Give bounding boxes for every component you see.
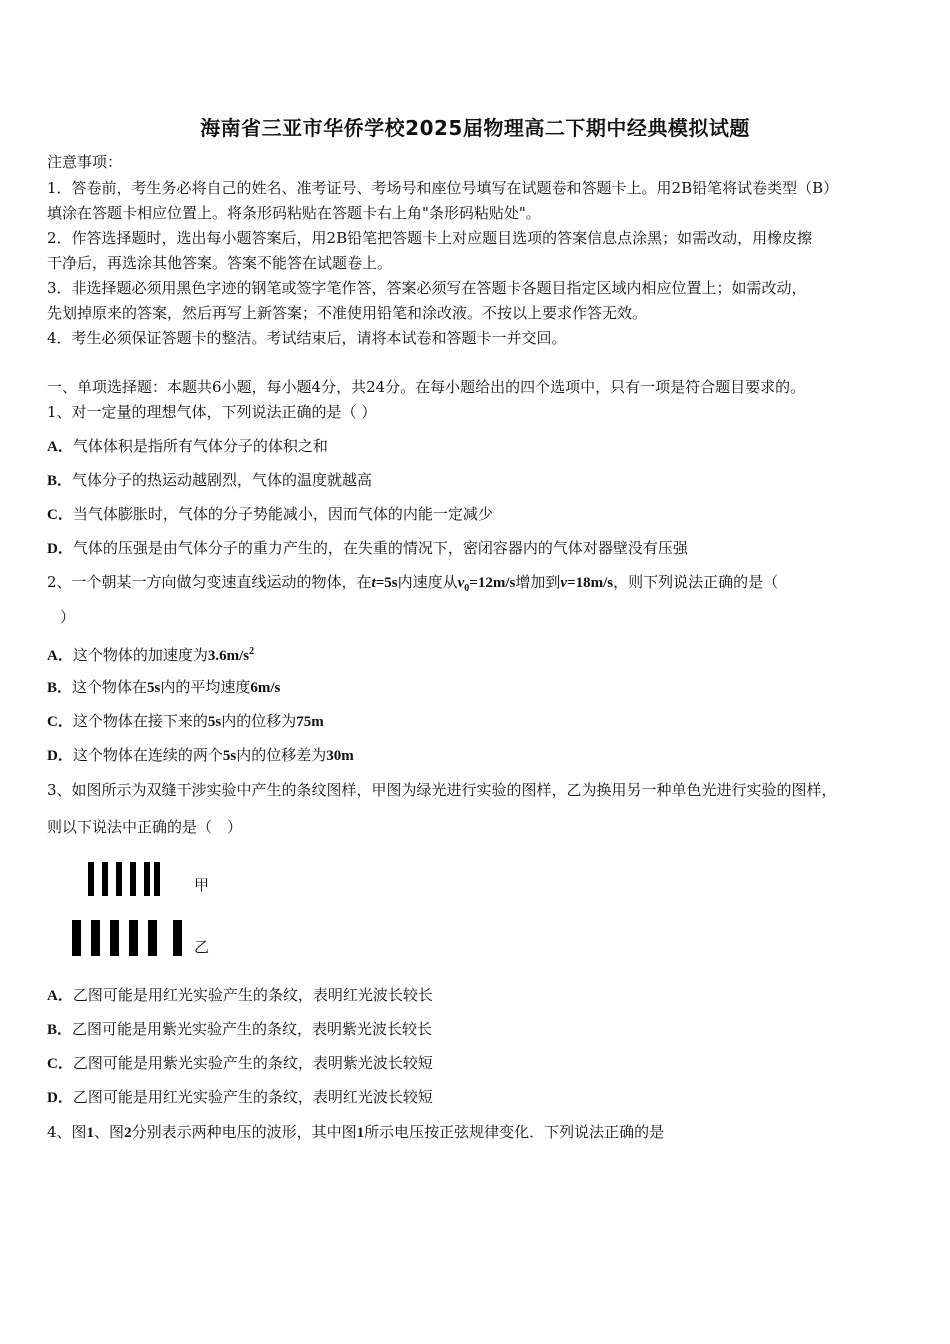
- option-text: 这个物体在连续的两个: [72, 746, 223, 764]
- q1-option-a: [47, 436, 328, 457]
- fringe-bottom-5: [148, 920, 157, 956]
- fringe-bottom-2: [91, 920, 100, 956]
- option-value: 5s: [207, 714, 222, 730]
- q4-stem: [47, 1122, 664, 1143]
- option-letter: B．: [47, 473, 73, 489]
- q3-option-d: [47, 1087, 433, 1108]
- notice-line-2: 填涂在答题卡相应位置上。将条形码粘贴在答题卡右上角"条形码粘贴处"。: [47, 204, 541, 222]
- q2-option-a: [47, 642, 254, 666]
- fringe-top-4: [130, 862, 136, 896]
- option-value: 30m: [326, 748, 354, 764]
- option-text: 内的位移为: [221, 712, 297, 730]
- option-text: 这个物体在: [72, 678, 148, 696]
- fringe-bottom-6: [173, 920, 182, 956]
- q3-option-a: [47, 985, 433, 1006]
- fringe-top-5: [144, 862, 150, 896]
- section-heading: 一、单项选择题：本题共6小题，每小题4分，共24分。在每小题给出的四个选项中，只有一项是符合题目要求的。: [47, 378, 806, 396]
- option-letter: C．: [47, 1056, 73, 1072]
- option-text: 乙图可能是用红光实验产生的条纹，表明红光波长较短: [72, 1088, 433, 1106]
- q2-stem-part: 2、一个朝某一方向做匀变速直线运动的物体，在: [47, 573, 372, 591]
- option-value: 3.6m/s: [207, 648, 250, 664]
- option-letter: A．: [47, 648, 73, 664]
- option-text: 乙图可能是用紫光实验产生的条纹，表明紫光波长较短: [72, 1054, 433, 1072]
- notice-line-6: 先划掉原来的答案，然后再写上新答案；不准使用铅笔和涂改液。不按以上要求作答无效。: [47, 304, 648, 322]
- option-text: 内的平均速度: [160, 678, 251, 696]
- option-value: 5s: [147, 680, 161, 696]
- q2-stem-close: ）: [60, 608, 76, 626]
- option-text: 这个物体的加速度为: [72, 646, 208, 664]
- notice-line-1: 1．答卷前，考生务必将自己的姓名、准考证号、考场号和座位号填写在试题卷和答题卡上。用2B铅笔将试卷类型（B）: [47, 179, 839, 197]
- q4-stem-part: 、图: [94, 1123, 125, 1141]
- q2-val-v0: =12m/s: [469, 575, 516, 591]
- fringe-top-3: [116, 862, 122, 896]
- q2-var-v: v: [560, 575, 568, 591]
- option-text: 气体的压强是由气体分子的重力产生的，在失重的情况下，密闭容器内的气体对器壁没有压强: [72, 539, 688, 557]
- q1-stem: 1、对一定量的理想气体，下列说法正确的是（ ）: [47, 403, 377, 421]
- option-sup: 2: [249, 646, 255, 657]
- q2-var-v0-sub: 0: [464, 583, 470, 594]
- fringe-top-6: [154, 862, 160, 896]
- option-letter: B．: [47, 1022, 73, 1038]
- fringe-top-2: [102, 862, 108, 896]
- q2-option-d: [47, 745, 354, 766]
- option-text: 这个物体在接下来的: [72, 712, 208, 730]
- interference-figure: [72, 858, 222, 958]
- q2-stem-part: 内速度从: [397, 573, 458, 591]
- q1-option-d: [47, 538, 688, 559]
- q2-stem-part: ，则下列说法正确的是（: [613, 573, 779, 591]
- option-value: 75m: [296, 714, 324, 730]
- option-value: 6m/s: [250, 680, 281, 696]
- fringe-bottom-1: [72, 920, 81, 956]
- q4-fig-number: 1: [356, 1125, 365, 1141]
- option-text: 气体体积是指所有气体分子的体积之和: [72, 437, 328, 455]
- option-letter: D．: [47, 541, 73, 557]
- q2-var-t: t: [371, 575, 376, 591]
- q2-var-v0: v: [457, 575, 465, 591]
- notice-heading: 注意事项：: [47, 153, 123, 171]
- option-text: 乙图可能是用红光实验产生的条纹，表明红光波长较长: [72, 986, 433, 1004]
- notice-line-7: 4．考生必须保证答题卡的整洁。考试结束后，请将本试卷和答题卡一并交回。: [47, 329, 567, 347]
- q4-fig-number: 1: [86, 1125, 95, 1141]
- option-letter: D．: [47, 748, 73, 764]
- option-letter: C．: [47, 714, 73, 730]
- q3-option-c: [47, 1053, 433, 1074]
- fringe-bottom-3: [110, 920, 119, 956]
- fringe-top-1: [88, 862, 94, 896]
- notice-line-3: 2．作答选择题时，选出每小题答案后，用2B铅笔把答题卡上对应题目选项的答案信息点涂黑；如需改动，用橡皮擦: [47, 229, 813, 247]
- q2-stem-part: 增加到: [515, 573, 561, 591]
- option-letter: B．: [47, 680, 73, 696]
- notice-line-5: 3．非选择题必须用黑色字迹的钢笔或签字笔作答，答案必须写在答题卡各题目指定区域内相应位置上；如需改动，: [47, 279, 807, 297]
- option-letter: A．: [47, 988, 73, 1004]
- option-value: 5s: [222, 748, 237, 764]
- q1-option-b: [47, 470, 372, 491]
- q3-stem-line-1: 3、如图所示为双缝干涉实验中产生的条纹图样，甲图为绿光进行实验的图样，乙为换用另一种单色光进行实验的图样，: [47, 781, 837, 799]
- option-text: 当气体膨胀时，气体的分子势能减小，因而气体的内能一定减少: [72, 505, 493, 523]
- figure-label-bottom: 乙: [194, 938, 210, 956]
- fringe-bottom-4: [129, 920, 138, 956]
- option-letter: D．: [47, 1090, 73, 1106]
- q4-stem-part: 分别表示两种电压的波形，其中图: [131, 1123, 357, 1141]
- q1-option-c: [47, 504, 493, 525]
- q2-val-t: =5s: [375, 575, 398, 591]
- notice-line-4: 干净后，再选涂其他答案。答案不能答在试题卷上。: [47, 254, 393, 272]
- q4-stem-part: 所示电压按正弦规律变化．下列说法正确的是: [364, 1123, 665, 1141]
- q2-option-b: [47, 677, 280, 698]
- q4-stem-part: 4、图: [47, 1123, 87, 1141]
- option-text: 内的位移差为: [236, 746, 327, 764]
- q2-val-v: =18m/s: [567, 575, 614, 591]
- figure-label-top: 甲: [194, 876, 210, 894]
- page-title: 海南省三亚市华侨学校2025届物理高二下期中经典模拟试题: [200, 116, 750, 140]
- option-letter: A．: [47, 439, 73, 455]
- option-letter: C．: [47, 507, 73, 523]
- q3-stem-line-2: 则以下说法中正确的是（ ）: [47, 818, 243, 836]
- q2-stem: [47, 572, 778, 599]
- q2-option-c: [47, 711, 324, 732]
- q3-option-b: [47, 1019, 432, 1040]
- q4-fig-number: 2: [124, 1125, 132, 1141]
- option-text: 乙图可能是用紫光实验产生的条纹，表明紫光波长较长: [72, 1020, 433, 1038]
- option-text: 气体分子的热运动越剧烈，气体的温度就越高: [72, 471, 373, 489]
